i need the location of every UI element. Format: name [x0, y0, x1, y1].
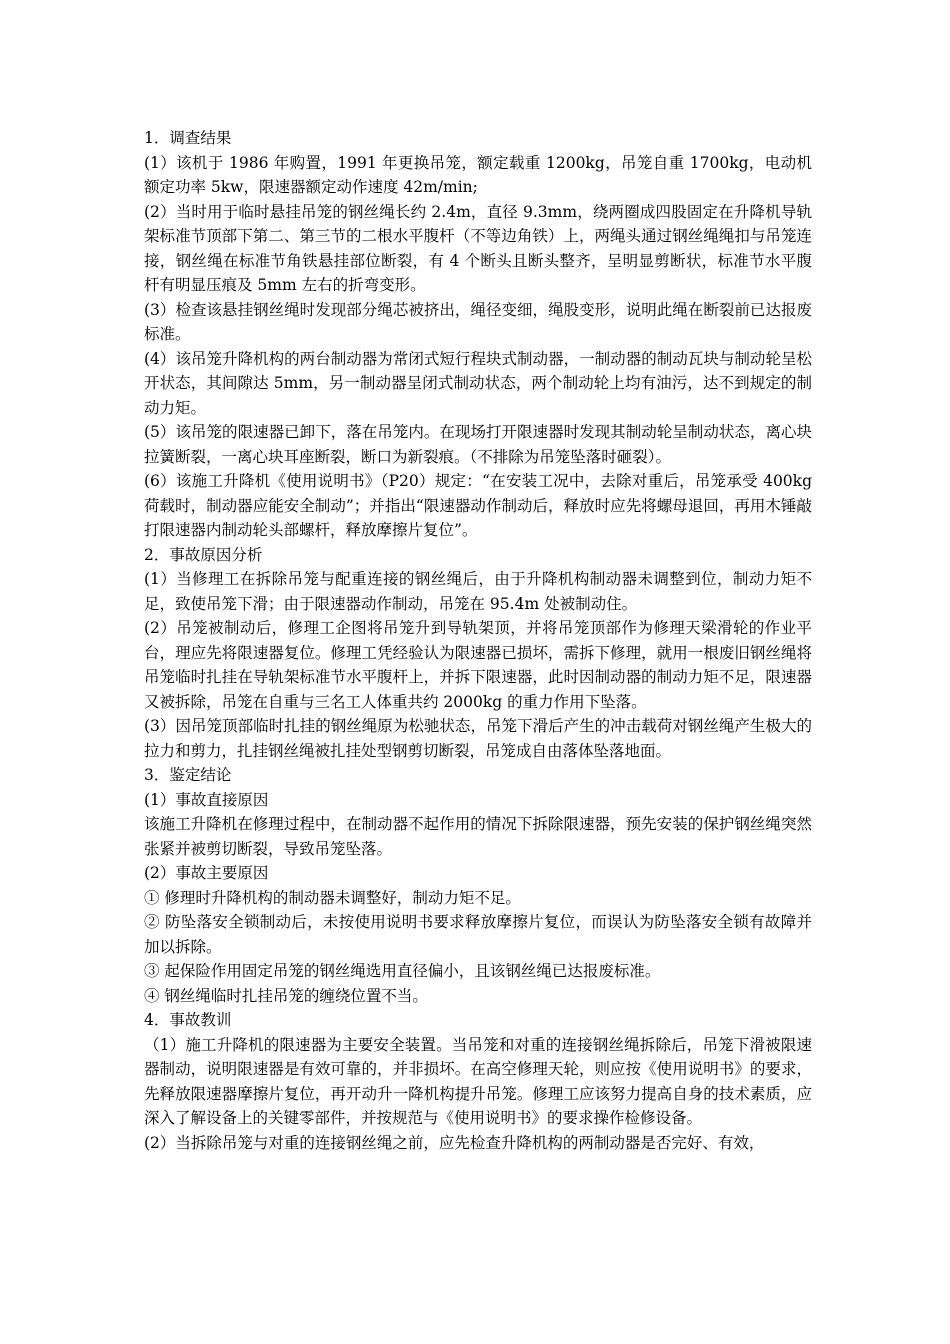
- paragraph-lesson-2: (2）当拆除吊笼与对重的连接钢丝绳之前，应先检查升降机构的两制动器是否完好、有效，: [144, 1133, 765, 1152]
- paragraph-cause-2: (2）吊笼被制动后，修理工企图将吊笼升到导轨架顶，并将吊笼顶部作为修理天梁滑轮的作业平台，理应先将限速器复位。修理工凭经验认为限速器已损坏，需拆下修理，就用一根废旧钢丝绳将吊笼临时扎挂在导轨架标准节水平腹杆上，并拆下限速器，此时因制动器的制动力矩不足，限速器又被拆除，吊笼在自重与三名工人体重共约 2000kg 的重力作用下坠落。: [144, 619, 812, 711]
- section-heading-investigation: 1．调查结果: [144, 129, 232, 147]
- paragraph-investigation-3: (3）检查该悬挂钢丝绳时发现部分绳芯被挤出，绳径变细，绳股变形，说明此绳在断裂前已达报废标准。: [144, 300, 812, 343]
- paragraph-direct-cause: 该施工升降机在修理过程中，在制动器不起作用的情况下拆除限速器，预先安装的保护钢丝绳突然张紧并被剪切断裂，导致吊笼坠落。: [144, 815, 812, 858]
- subheading-direct-cause: (1）事故直接原因: [144, 790, 269, 809]
- paragraph-investigation-4: (4）该吊笼升降机构的两台制动器为常闭式短行程块式制动器，一制动器的制动瓦块与制动轮呈松开状态，其间隙达 5mm，另一制动器呈闭式制动状态，两个制动轮上均有油污，达不到规定的制动力矩。: [144, 349, 812, 417]
- paragraph-cause-3: (3）因吊笼顶部临时扎挂的钢丝绳原为松驰状态，吊笼下滑后产生的冲击载荷对钢丝绳产生极大的拉力和剪力，扎挂钢丝绳被扎挂处型钢剪切断裂，吊笼成自由落体坠落地面。: [144, 717, 812, 760]
- paragraph-investigation-2: (2）当时用于临时悬挂吊笼的钢丝绳长约 2.4m，直径 9.3mm，绕两圈成四股固定在升降机导轨架标准节顶部下第二、第三节的二根水平腹杆（不等边角铁）上，两绳头通过钢丝绳绳扣与吊笼连接，钢丝绳在标准节角铁悬挂部位断裂，有 4 个断头且断头整齐，呈明显剪断状，标准节水平腹杆有明显压痕及 5mm 左右的折弯变形。: [144, 202, 812, 294]
- list-item-main-cause-3: ③ 起保险作用固定吊笼的钢丝绳选用直径偏小，且该钢丝绳已达报废标准。: [144, 962, 661, 980]
- list-item-main-cause-4: ④ 钢丝绳临时扎挂吊笼的缠绕位置不当。: [144, 986, 428, 1005]
- section-heading-cause-analysis: 2．事故原因分析: [144, 545, 263, 564]
- document-body: [144, 126, 812, 1155]
- section-heading-lessons: 4．事故教训: [144, 1011, 232, 1029]
- list-item-main-cause-1: ① 修理时升降机构的制动器未调整好，制动力矩不足。: [144, 888, 521, 907]
- paragraph-lesson-1: （1）施工升降机的限速器为主要安全装置。当吊笼和对重的连接钢丝绳拆除后，吊笼下滑被限速器制动，说明限速器是有效可靠的，并非损坏。在高空修理天轮，则应按《使用说明书》的要求，先释放限速器摩擦片复位，再开动升一降机构提升吊笼。修理工应该努力提高自身的技术素质，应深入了解设备上的关键零部件，并按规范与《使用说明书》的要求操作检修设备。: [144, 1035, 812, 1127]
- paragraph-investigation-1: (1）该机于 1986 年购置，1991 年更换吊笼，额定载重 1200kg，吊笼自重 1700kg，电动机额定功率 5kw，限速器额定动作速度 42m/min;: [144, 153, 812, 196]
- list-item-main-cause-2: ② 防坠落安全锁制动后，未按使用说明书要求释放摩擦片复位，而误认为防坠落安全锁有故障并加以拆除。: [144, 913, 812, 956]
- subheading-main-cause: (2）事故主要原因: [144, 864, 269, 882]
- paragraph-investigation-5: (5）该吊笼的限速器已卸下，落在吊笼内。在现场打开限速器时发现其制动轮呈制动状态，离心块拉簧断裂，一离心块耳座断裂，断口为新裂痕。（不排除为吊笼坠落时砸裂）。: [144, 423, 812, 466]
- paragraph-cause-1: (1）当修理工在拆除吊笼与配重连接的钢丝绳后，由于升降机构制动器未调整到位，制动力矩不足，致使吊笼下滑；由于限速器动作制动，吊笼在 95.4m 处被制动住。: [144, 570, 812, 613]
- section-heading-conclusion: 3．鉴定结论: [144, 766, 232, 784]
- paragraph-investigation-6: (6）该施工升降机《使用说明书》（P20）规定：“在安装工况中，去除对重后，吊笼承受 400kg 荷载时，制动器应能安全制动”；并指出“限速器动作制动后，释放时应先将螺母退回，再用木锤敲打限速器内制动轮头部螺杆，释放摩擦片复位”。: [144, 472, 812, 539]
